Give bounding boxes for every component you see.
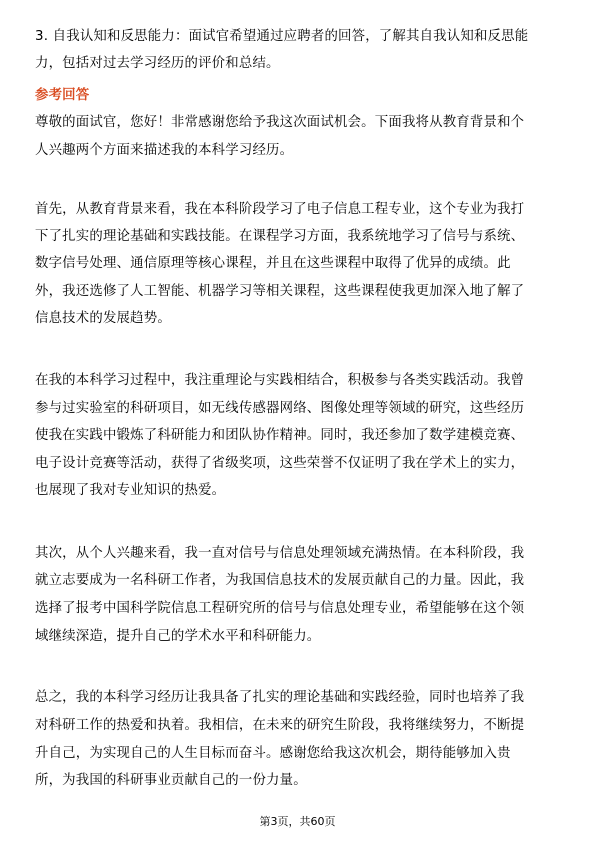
paragraph-line: 对科研工作的热爱和执着。我相信，在未来的研究生阶段，我将继续努力，不断提 xyxy=(35,718,525,733)
paragraph-line: 总之，我的本科学习经历让我具备了扎实的理论基础和实践经验，同时也培养了我 xyxy=(35,690,525,705)
paragraph-line: 选择了报考中国科学院信息工程研究所的信号与信息处理专业，希望能够在这个领 xyxy=(35,601,525,616)
paragraph-line: 就立志要成为一名科研工作者，为我国信息技术的发展贡献自己的力量。因此，我 xyxy=(35,573,525,588)
question-line: 力，包括对过去学习经历的评价和总结。 xyxy=(35,56,280,71)
answer-heading: 参考回答 xyxy=(35,88,90,103)
paragraph-line: 尊敬的面试官，您好！非常感谢您给予我这次面试机会。下面我将从教育背景和个 xyxy=(35,115,525,130)
paragraph-line: 下了扎实的理论基础和实践技能。在课程学习方面，我系统地学习了信号与系统、 xyxy=(35,229,525,244)
page-number: 第3页，共60页 xyxy=(259,815,336,828)
paragraph-line: 数字信号处理、通信原理等核心课程，并且在这些课程中取得了优异的成绩。此 xyxy=(35,256,511,271)
paragraph-line: 域继续深造，提升自己的学术水平和科研能力。 xyxy=(35,629,321,644)
paragraph-line: 外，我还选修了人工智能、机器学习等相关课程，这些课程使我更加深入地了解了 xyxy=(35,284,525,299)
paragraph-line: 首先，从教育背景来看，我在本科阶段学习了电子信息工程专业，这个专业为我打 xyxy=(35,202,525,217)
paragraph-line: 也展现了我对专业知识的热爱。 xyxy=(35,483,226,498)
paragraph-line: 信息技术的发展趋势。 xyxy=(35,311,171,326)
paragraph-line: 使我在实践中锻炼了科研能力和团队协作精神。同时，我还参加了数学建模竞赛、 xyxy=(35,428,525,443)
paragraph-line: 升自己，为实现自己的人生目标而奋斗。感谢您给我这次机会，期待能够加入贵 xyxy=(35,746,511,761)
question-line: 3. 自我认知和反思能力：面试官希望通过应聘者的回答，了解其自我认知和反思能 xyxy=(35,29,529,44)
paragraph-line: 参与过实验室的科研项目，如无线传感器网络、图像处理等领域的研究，这些经历 xyxy=(35,401,525,416)
paragraph-line: 人兴趣两个方面来描述我的本科学习经历。 xyxy=(35,143,294,158)
paragraph-line: 在我的本科学习过程中，我注重理论与实践相结合，积极参与各类实践活动。我曾 xyxy=(35,373,525,388)
paragraph-line: 电子设计竞赛等活动，获得了省级奖项，这些荣誉不仅证明了我在学术上的实力， xyxy=(35,456,525,471)
paragraph-line: 所，为我国的科研事业贡献自己的一份力量。 xyxy=(35,773,307,788)
paragraph-line: 其次，从个人兴趣来看，我一直对信号与信息处理领域充满热情。在本科阶段，我 xyxy=(35,546,525,561)
